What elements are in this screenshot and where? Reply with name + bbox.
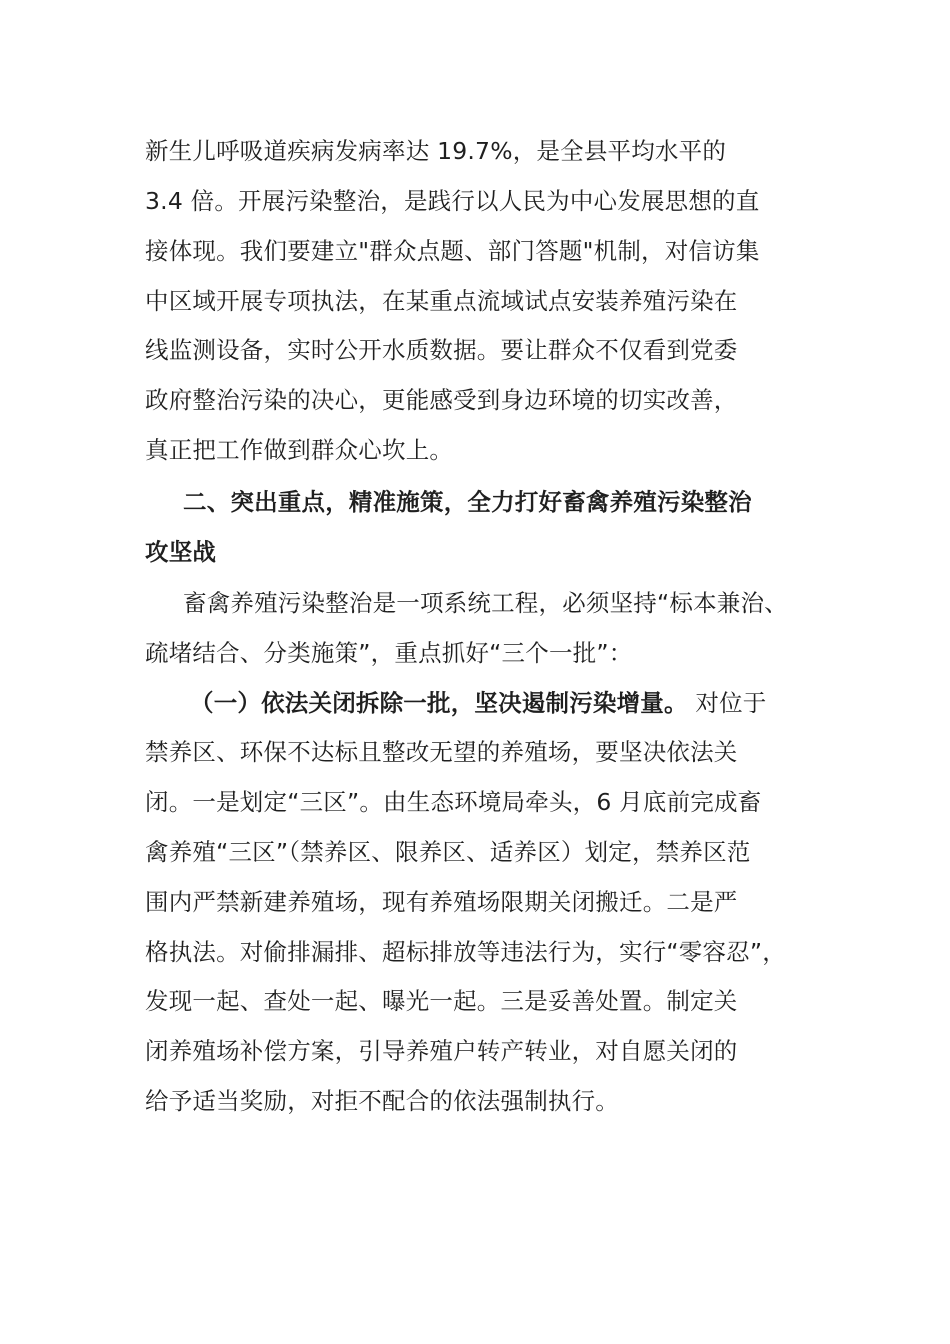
- text-line: 接体现。我们要建立"群众点题、部门答题"机制，对信访集: [145, 237, 760, 265]
- text-line: 给予适当奖励，对拒不配合的依法强制执行。: [145, 1087, 619, 1115]
- text-line: 疏堵结合、分类施策”，重点抓好“三个一批”：: [145, 639, 633, 667]
- subheading-line: [190, 678, 766, 728]
- section-heading: 二、突出重点，精准施策，全力打好畜禽养殖污染整治: [183, 488, 752, 516]
- text-line: 闭。一是划定“三区”。由生态环境局牵头，6 月底前完成畜: [145, 788, 762, 816]
- subheading-tail: 对位于: [695, 689, 767, 717]
- subheading: （一）依法关闭拆除一批，坚决遏制污染增量。: [190, 689, 688, 717]
- text-line: 线监测设备，实时公开水质数据。要让群众不仅看到党委: [145, 336, 738, 364]
- text-line: 中区域开展专项执法，在某重点流域试点安装养殖污染在: [145, 287, 738, 315]
- text-line: 围内严禁新建养殖场，现有养殖场限期关闭搬迁。二是严: [145, 888, 738, 916]
- text-line: 禽养殖“三区”（禁养区、限养区、适养区）划定，禁养区范: [145, 838, 751, 866]
- text-line: 3.4 倍。开展污染整治，是践行以人民为中心发展思想的直: [145, 187, 760, 215]
- text-line: 真正把工作做到群众心坎上。: [145, 436, 454, 464]
- text-line: 格执法。对偷排漏排、超标排放等违法行为，实行“零容忍”，: [145, 938, 786, 966]
- text-line: 新生儿呼吸道疾病发病率达 19.7%，是全县平均水平的: [145, 137, 727, 165]
- text-line: 发现一起、查处一起、曝光一起。三是妥善处置。制定关: [145, 987, 738, 1015]
- section-heading-continued: 攻坚战: [145, 538, 217, 566]
- text-line: 政府整治污染的决心，更能感受到身边环境的切实改善，: [145, 386, 738, 414]
- text-line: 畜禽养殖污染整治是一项系统工程，必须坚持“标本兼治、: [183, 589, 788, 617]
- text-line: 禁养区、环保不达标且整改无望的养殖场，要坚决依法关: [145, 738, 738, 766]
- text-line: 闭养殖场补偿方案，引导养殖户转产转业，对自愿关闭的: [145, 1037, 738, 1065]
